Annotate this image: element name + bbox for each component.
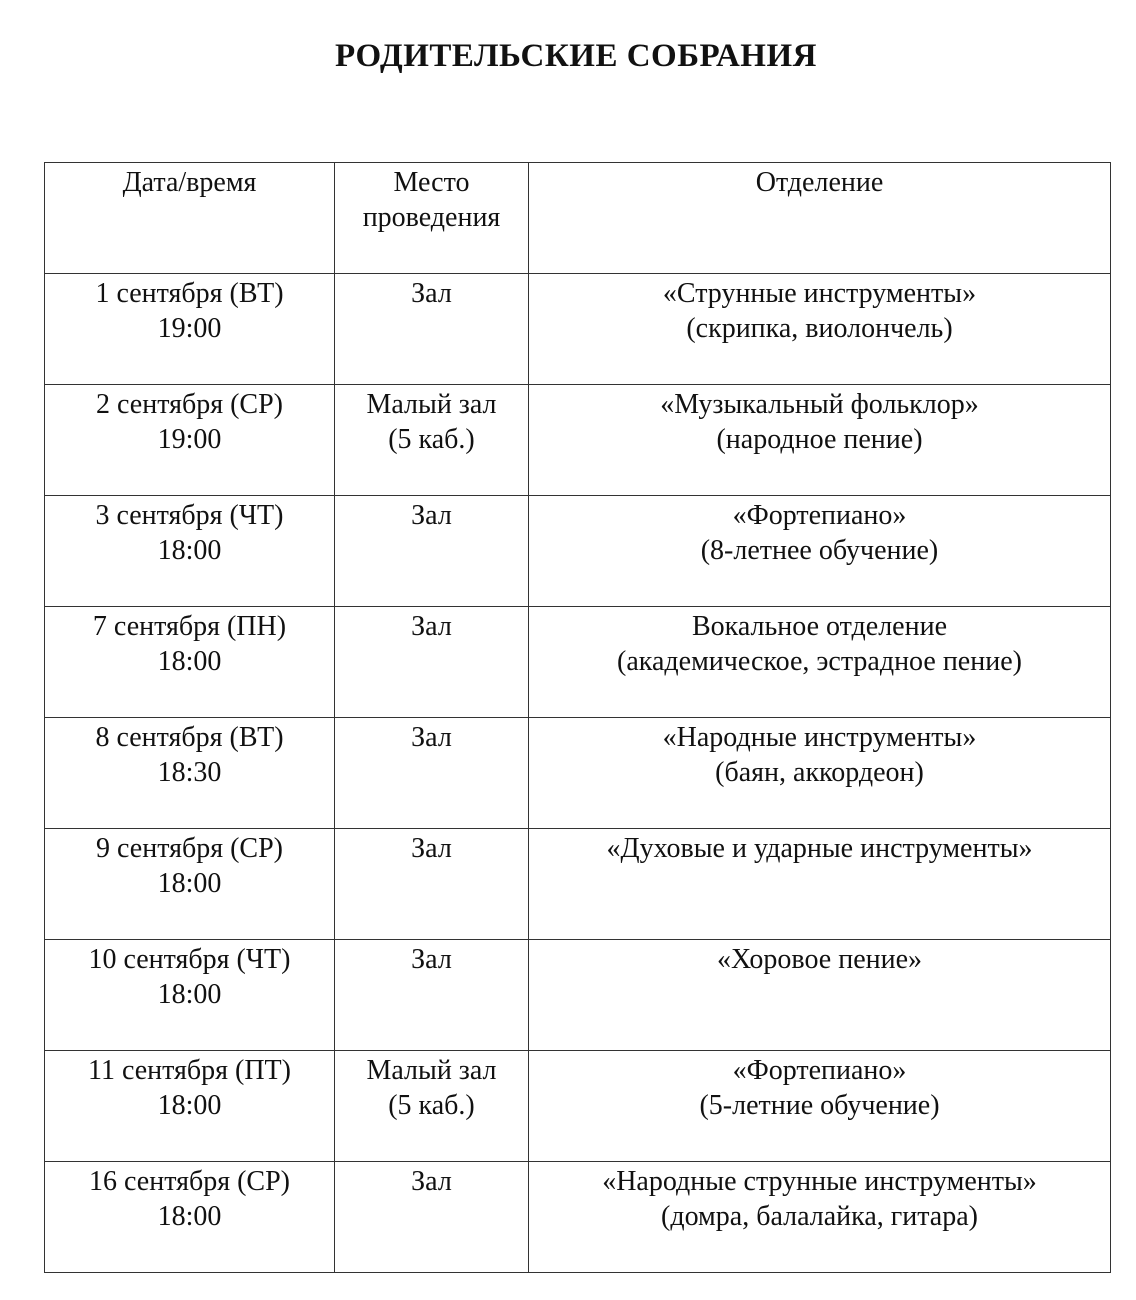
header-place (335, 163, 529, 274)
department-cell (529, 1162, 1111, 1273)
date-time-cell (45, 718, 335, 829)
header-department-label: Отделение (755, 167, 884, 198)
department-cell-line: «Духовые и ударные инструменты» (606, 833, 1033, 864)
date-time-cell-line: 16 сентября (СР) (89, 1166, 290, 1197)
department-cell (529, 718, 1111, 829)
table-row (45, 607, 1111, 718)
department-cell (529, 940, 1111, 1051)
place-cell-line: Зал (411, 278, 452, 309)
place-cell (335, 718, 529, 829)
date-time-cell-line: 3 сентября (ЧТ) (95, 500, 284, 531)
date-time-cell (45, 274, 335, 385)
page-title: РОДИТЕЛЬСКИЕ СОБРАНИЯ (335, 38, 817, 74)
department-cell-line: (5-летние обучение) (699, 1090, 940, 1121)
date-time-cell (45, 829, 335, 940)
department-cell-line: (народное пение) (716, 424, 923, 455)
header-place-label-line-1: Место (393, 167, 470, 198)
place-cell (335, 496, 529, 607)
department-cell-line: (баян, аккордеон) (715, 757, 924, 788)
place-cell (335, 940, 529, 1051)
header-place-label-line-2: проведения (362, 202, 501, 233)
date-time-cell-line: 19:00 (157, 424, 222, 455)
department-cell-line: «Струнные инструменты» (662, 278, 977, 309)
place-cell (335, 607, 529, 718)
department-cell-line: «Музыкальный фольклор» (660, 389, 979, 420)
department-cell-line: Вокальное отделение (692, 611, 947, 642)
date-time-cell-line: 1 сентября (ВТ) (95, 278, 284, 309)
date-time-cell (45, 607, 335, 718)
date-time-cell (45, 1162, 335, 1273)
place-cell (335, 1051, 529, 1162)
table-row (45, 1051, 1111, 1162)
department-cell (529, 496, 1111, 607)
date-time-cell-line: 7 сентября (ПН) (92, 611, 287, 642)
date-time-cell (45, 940, 335, 1051)
department-cell-line: (академическое, эстрадное пение) (617, 646, 1022, 677)
place-cell-line: Зал (411, 944, 452, 975)
department-cell (529, 829, 1111, 940)
department-cell (529, 1051, 1111, 1162)
department-cell-line: (скрипка, виолончель) (686, 313, 953, 344)
date-time-cell-line: 11 сентября (ПТ) (88, 1055, 291, 1086)
place-cell-line: (5 каб.) (388, 424, 475, 455)
department-cell-line: «Народные струнные инструменты» (602, 1166, 1037, 1197)
date-time-cell-line: 18:00 (157, 1201, 222, 1232)
department-cell-line: (8-летнее обучение) (700, 535, 939, 566)
table-row (45, 829, 1111, 940)
date-time-cell (45, 1051, 335, 1162)
department-cell (529, 607, 1111, 718)
date-time-cell-line: 18:00 (157, 1090, 222, 1121)
table-row (45, 496, 1111, 607)
place-cell (335, 385, 529, 496)
header-date-label: Дата/время (122, 167, 257, 198)
date-time-cell (45, 385, 335, 496)
place-cell-line: Зал (411, 500, 452, 531)
department-cell-line: «Фортепиано» (732, 500, 907, 531)
table-row (45, 1162, 1111, 1273)
place-cell-line: Зал (411, 722, 452, 753)
date-time-cell-line: 18:00 (157, 535, 222, 566)
place-cell-line: Зал (411, 1166, 452, 1197)
place-cell-line: (5 каб.) (388, 1090, 475, 1121)
date-time-cell-line: 18:00 (157, 646, 222, 677)
date-time-cell-line: 10 сентября (ЧТ) (88, 944, 291, 975)
table-row (45, 274, 1111, 385)
table-row (45, 940, 1111, 1051)
place-cell (335, 829, 529, 940)
header-date (45, 163, 335, 274)
table-row (45, 385, 1111, 496)
department-cell-line: «Народные инструменты» (662, 722, 977, 753)
department-cell (529, 385, 1111, 496)
meetings-table (44, 162, 1111, 1273)
date-time-cell-line: 2 сентября (СР) (96, 389, 283, 420)
table-row (45, 718, 1111, 829)
department-cell-line: «Фортепиано» (732, 1055, 907, 1086)
table-header-row (45, 163, 1111, 274)
place-cell-line: Малый зал (366, 389, 497, 420)
date-time-cell-line: 18:00 (157, 868, 222, 899)
place-cell-line: Зал (411, 611, 452, 642)
date-time-cell-line: 8 сентября (ВТ) (95, 722, 284, 753)
place-cell (335, 274, 529, 385)
department-cell-line: (домра, балалайка, гитара) (661, 1201, 978, 1232)
date-time-cell (45, 496, 335, 607)
date-time-cell-line: 18:00 (157, 979, 222, 1010)
place-cell-line: Малый зал (366, 1055, 497, 1086)
date-time-cell-line: 19:00 (157, 313, 222, 344)
date-time-cell-line: 9 сентября (СР) (96, 833, 283, 864)
date-time-cell-line: 18:30 (157, 757, 222, 788)
department-cell (529, 274, 1111, 385)
place-cell-line: Зал (411, 833, 452, 864)
header-department (529, 163, 1111, 274)
department-cell-line: «Хоровое пение» (716, 944, 923, 975)
place-cell (335, 1162, 529, 1273)
